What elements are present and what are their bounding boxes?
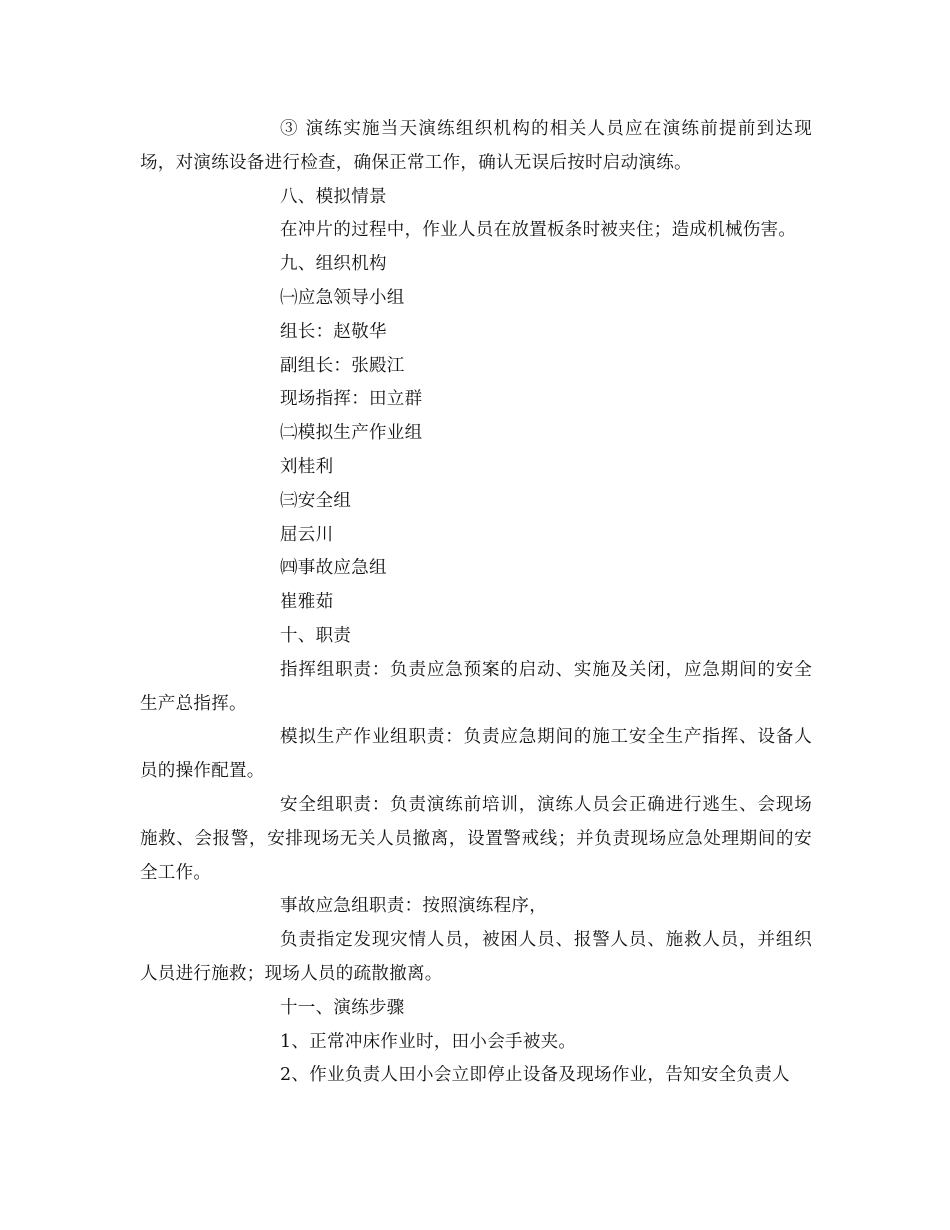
- subheading-emergency-leadership: ㈠应急领导小组: [280, 287, 405, 308]
- document-body: [140, 113, 812, 1093]
- heading-organization: 九、组织机构: [280, 254, 387, 275]
- paragraph-safety-duties: 安全组职责：负责演练前培训，演练人员会正确进行逃生、会现场施救、会报警，安排现场无关人员撤离，设置警戒线；并负责现场应急处理期间的安全工作。: [140, 794, 812, 883]
- line-production-member: 刘桂利: [280, 456, 334, 477]
- paragraph-production-duties: 模拟生产作业组职责：负责应急期间的施工安全生产指挥、设备人员的操作配置。: [140, 727, 812, 782]
- line-safety-member: 屈云川: [280, 524, 334, 545]
- heading-simulated-scenario: 八、模拟情景: [280, 186, 387, 207]
- paragraph-scenario: 在冲片的过程中，作业人员在放置板条时被夹住；造成机械伤害。: [280, 220, 797, 241]
- subheading-production-group: ㈡模拟生产作业组: [280, 423, 423, 444]
- paragraph-drill-preparation: ③ 演练实施当天演练组织机构的相关人员应在演练前提前到达现场，对演练设备进行检查，确保正常工作，确认无误后按时启动演练。: [140, 119, 812, 173]
- paragraph-accident-duties: 事故应急组职责：按照演练程序，: [280, 896, 547, 917]
- line-group-leader: 组长：赵敬华: [280, 321, 387, 342]
- subheading-safety-group: ㈢安全组: [280, 490, 352, 511]
- step-1: 1、正常冲床作业时，田小会手被夹。: [280, 1031, 577, 1052]
- paragraph-accident-duties-detail: 负责指定发现灾情人员，被困人员、报警人员、施救人员，并组织人员进行施救；现场人员的疏散撤离。: [140, 930, 812, 984]
- paragraph-command-duties: 指挥组职责：负责应急预案的启动、实施及关闭，应急期间的安全生产总指挥。: [140, 659, 812, 714]
- line-deputy-leader: 副组长：张殿江: [280, 355, 405, 376]
- subheading-accident-response-group: ㈣事故应急组: [280, 558, 387, 579]
- heading-responsibilities: 十、职责: [280, 625, 352, 646]
- line-accident-member: 崔雅茹: [280, 592, 334, 613]
- heading-drill-steps: 十一、演练步骤: [280, 997, 405, 1018]
- step-2: 2、作业负责人田小会立即停止设备及现场作业，告知安全负责人: [280, 1065, 790, 1086]
- line-site-commander: 现场指挥：田立群: [280, 389, 423, 410]
